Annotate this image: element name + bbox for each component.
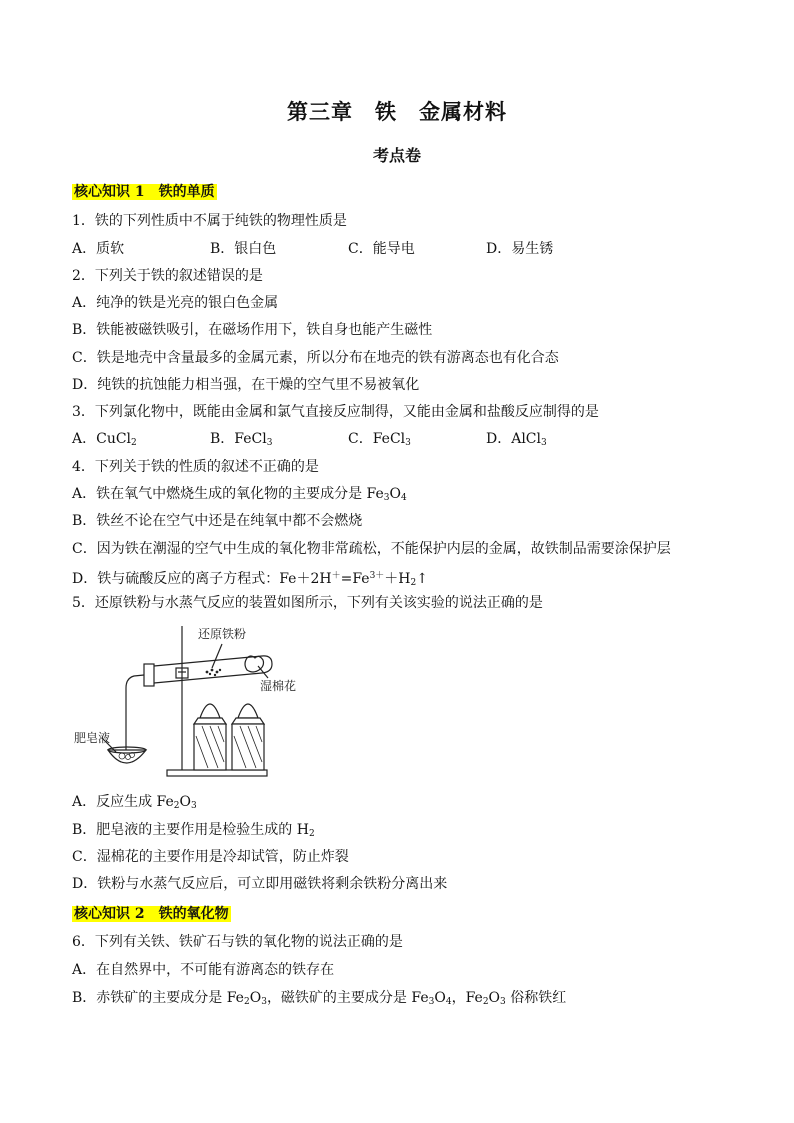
question-6-option-b: B．赤铁矿的主要成分是 $Fe_2O_3$，磁铁矿的主要成分是 $Fe_3O_4$，$Fe_2O_3$ 俗称铁红 xyxy=(72,990,567,1007)
question-4-option-a: A．铁在氧气中燃烧生成的氧化物的主要成分是 $Fe_3O_4$ xyxy=(72,486,407,503)
stand-base xyxy=(167,770,267,776)
question-5-option-a: A．反应生成 $Fe_2O_3$ xyxy=(72,794,197,811)
delivery-tube xyxy=(126,675,144,752)
section-heading-2 xyxy=(72,903,231,923)
question-4-option-b: B．铁丝不论在空气中还是在纯氧中都不会燃烧 xyxy=(72,513,363,529)
flame-left xyxy=(200,704,220,718)
question-3-stem: 3．下列氯化物中，既能由金属和氯气直接反应制得，又能由金属和盐酸反应制得的是 xyxy=(72,404,599,420)
question-1-option-b: B．银白色 xyxy=(210,241,277,257)
label-soap-solution: 肥皂液 xyxy=(74,731,111,745)
question-2-option-b: B．铁能被磁铁吸引，在磁场作用下，铁自身也能产生磁性 xyxy=(72,322,433,338)
section-label: 核心知识 2 铁的氧化物 xyxy=(74,906,229,922)
question-5-option-c: C．湿棉花的主要作用是冷却试管，防止炸裂 xyxy=(72,849,349,865)
question-1-option-d: D．易生锈 xyxy=(486,241,554,257)
question-4-option-d: D．铁与硫酸反应的离子方程式：$Fe+2H^+=Fe^{3+}+H_2↑$ xyxy=(72,571,428,588)
label-iron-powder: 还原铁粉 xyxy=(198,627,247,641)
apparatus-diagram xyxy=(72,620,332,785)
question-3-option-b: B．FeCl$_3$ xyxy=(210,431,273,448)
flame-right xyxy=(238,704,258,718)
question-3-option-c: C．FeCl$_3$ xyxy=(348,431,411,448)
iron-powder xyxy=(206,669,222,677)
section-heading-1 xyxy=(72,181,217,201)
question-6-option-a: A．在自然界中，不可能有游离态的铁存在 xyxy=(72,962,335,978)
question-4-stem: 4．下列关于铁的性质的叙述不正确的是 xyxy=(72,459,319,475)
question-1-stem: 1．铁的下列性质中不属于纯铁的物理性质是 xyxy=(72,213,347,229)
question-2-stem: 2．下列关于铁的叙述错误的是 xyxy=(72,268,263,284)
question-6-stem: 6．下列有关铁、铁矿石与铁的氧化物的说法正确的是 xyxy=(72,934,403,950)
question-5-option-d: D．铁粉与水蒸气反应后，可立即用磁铁将剩余铁粉分离出来 xyxy=(72,876,448,892)
question-2-option-a: A．纯净的铁是光亮的银白色金属 xyxy=(72,295,279,311)
question-2-option-c: C．铁是地壳中含量最多的金属元素，所以分布在地壳的铁有游离态也有化合态 xyxy=(72,350,559,366)
question-3-option-a: A．CuCl$_2$ xyxy=(72,431,137,448)
question-3-option-d: D．AlCl$_3$ xyxy=(486,431,547,448)
question-1-option-c: C．能导电 xyxy=(348,241,415,257)
question-2-option-d: D．纯铁的抗蚀能力相当强，在干燥的空气里不易被氧化 xyxy=(72,377,420,393)
question-5-option-b: B．肥皂液的主要作用是检验生成的 $H_2$ xyxy=(72,822,315,839)
question-5-stem: 5．还原铁粉与水蒸气反应的装置如图所示，下列有关该实验的说法正确的是 xyxy=(72,595,543,611)
page-subtitle: 考点卷 xyxy=(372,146,421,165)
stopper xyxy=(144,664,154,686)
label-wet-cotton: 湿棉花 xyxy=(260,679,297,693)
question-1-option-a: A．质软 xyxy=(72,241,125,257)
page-title: 第三章 铁 金属材料 xyxy=(287,99,507,124)
section-label: 核心知识 1 铁的单质 xyxy=(74,184,215,200)
question-4-option-c: C．因为铁在潮湿的空气中生成的氧化物非常疏松，不能保护内层的金属，故铁制品需要涂保护层 xyxy=(72,541,671,557)
